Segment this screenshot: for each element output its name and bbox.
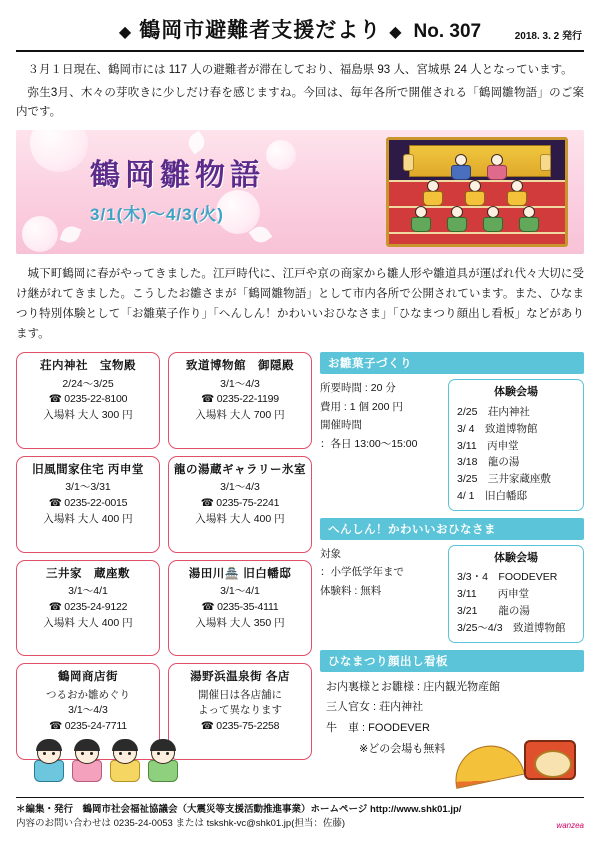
venue-period: 3/1〜4/1 [68,585,108,597]
venue-period: 2/24〜3/25 [62,377,114,390]
activity-venue-line: 3/ 4 致道博物館 [457,422,538,435]
activity-detail-line: 開催時間 [320,419,362,432]
signboard-line: お内裏様とお雛様 : 庄内観光物産館 [326,680,501,693]
venue-name: 湯田川🏯 旧白幡邸 [188,567,292,580]
venue-name: 龍の湯蔵ギャラリー氷室 [174,464,306,477]
footer-signature: wanzea [556,820,584,830]
venue-name: 湯野浜温泉街 各店 [190,671,290,684]
page-footer [16,797,584,832]
court-lady-doll-icon [423,180,443,206]
hina-dolls-illustration [386,137,568,247]
musician-doll-icon [447,206,467,232]
activity-detail-line: 費用 : 1 個 200 円 [320,400,403,413]
activity-title: ひなまつり顔出し看板 [320,650,584,672]
signboard-line: 三人官女 : 荘内神社 [326,701,424,714]
intro-section [16,61,584,122]
activity-venue-title: 体験会場 [494,386,538,399]
court-lady-doll-icon [507,180,527,206]
lantern-icon [540,154,551,171]
sakura-decoration-icon [22,216,58,252]
activity-venue-box [448,545,584,643]
intro-paragraph-2: 弥生3月、木々の芽吹きに少しだけ春を感じますね。今回は、毎年各所で開催される「鶴岡雛物語」のご案内です。 [16,86,584,118]
fan-icon [449,739,525,789]
intro-paragraph-1: ３月１日現在、鶴岡市には 117 人の避難者が滞在しており、福島県 93 人、宮城県 24 人となっています。 [27,64,573,76]
body-section [16,264,584,345]
sakura-decoration-icon [30,130,88,172]
page-title: 鶴岡市避難者支援だより [139,18,382,42]
activity-block-henshin [320,518,584,643]
venue-name: 荘内神社 宝物殿 [40,360,136,373]
footer-line-2: 内容のお問い合わせは 0235-24-0053 または tskshk-vc@shk01.jp(担当：佐藤) [16,818,346,830]
activity-title: へんしん！かわいいおひなさま [320,518,584,540]
venue-card[interactable] [16,352,160,449]
activity-venue-box [448,379,584,510]
activity-details [320,545,442,643]
venue-period: 3/1〜4/3 [220,377,260,390]
issue-number: No. 307 [413,21,482,42]
drum-icon [524,740,576,780]
page-header [16,14,584,52]
musician-doll-icon [411,206,431,232]
byobu-screen-icon [409,145,551,177]
activity-venue-line: 2/25 荘内神社 [457,406,530,418]
body-paragraph: 城下町鶴岡に春がやってきました。江戸時代に、江戸や京の商家から雛人形や雛道具が運ばれ代々大切に受け継がれてきました。こうしたお雛さまが「鶴岡雛物語」として市内各所で公開されています。また、ひなまつり特別体験として「お雛菓子作り」「へんしん！かわいいおひなさま」「ひなまつり顔出し看板」などがあります。 [16,267,584,341]
venue-card[interactable] [16,560,160,657]
activity-detail-line: 対象 [320,547,341,560]
emperor-doll-icon [451,154,471,180]
venue-card[interactable] [168,456,312,553]
child-doll-icon [146,738,180,782]
venue-fee: 入場料 大人 400 円 [43,616,133,629]
venue-period: 3/1〜4/3 [220,481,260,494]
court-lady-doll-icon [465,180,485,206]
activity-detail-line: 所要時間 : 20 分 [320,382,396,395]
diamond-right-icon: ◆ [389,24,402,41]
venue-name: 旧風間家住宅 丙申堂 [32,464,144,477]
venue-period: つるおか雛めぐり [46,688,130,701]
activity-venue-line: 3/21 龍の湯 [457,604,530,617]
venue-fee: 入場料 大人 400 円 [43,512,133,525]
venue-period: 3/1〜3/31 [65,481,111,494]
activity-detail-line: ：各日 13:00〜15:00 [320,437,418,450]
signboard-line: ※どの会場も無料 [326,743,446,756]
venue-period: 3/1〜4/1 [220,585,260,597]
footer-line-1: ＊編集・発行 鶴岡市社会福祉協議会（大震災等支援活動推進事業）ホームページ http://www.shk01.jp/ [16,803,462,815]
venue-fee: 入場料 大人 350 円 [195,616,285,629]
activity-detail-line: 体験料 : 無料 [320,584,382,597]
stage-riser [389,236,565,247]
signboard-line: 牛 車 : FOODEVER [326,722,430,735]
content-columns [16,352,584,760]
activity-venue-line: 3/11 丙申堂 [457,588,530,601]
petal-icon [60,224,82,246]
venue-tel: ☎ 0235-24-7711 [49,720,127,733]
venue-card[interactable] [168,560,312,657]
venue-tel: ☎ 0235-24-9122 [48,600,128,613]
venue-card[interactable] [168,352,312,449]
activity-venue-line: 3/18 龍の湯 [457,456,520,469]
activity-block-okashi [320,352,584,510]
bottom-decoration [16,726,584,782]
activity-blocks [320,352,584,760]
activity-venue-line: 3/25〜4/3 致道博物館 [457,621,566,634]
venue-note: よって異なります [198,704,282,717]
activity-venue-line: 4/ 1 旧白幡邸 [457,489,528,502]
activity-title: お雛菓子づくり [320,352,584,374]
sakura-decoration-icon [266,140,296,170]
child-doll-icon [70,738,104,782]
venue-fee: 入場料 大人 400 円 [195,512,285,525]
venue-dates: 3/1〜4/3 [68,704,108,717]
child-doll-icon [108,738,142,782]
venue-tel: ☎ 0235-75-2241 [200,497,280,510]
venue-name: 鶴岡商店街 [58,671,118,684]
venue-period: 開催日は各店舗に [198,688,282,701]
activity-details [320,379,442,510]
venue-name: 三井家 蔵座敷 [46,567,130,580]
activity-venue-title: 体験会場 [494,551,538,564]
activity-venue-line: 3/25 三井家蔵座敷 [457,473,551,486]
venue-name: 致道博物館 御隠殿 [186,360,294,373]
musician-doll-icon [519,206,539,232]
venue-tel: ☎ 0235-35-4111 [201,600,279,613]
hero-title: 鶴岡雛物語 [90,157,265,193]
musician-doll-icon [483,206,503,232]
diamond-left-icon: ◆ [118,24,132,41]
empress-doll-icon [487,154,507,180]
lantern-icon [403,154,414,171]
venue-tel: ☎ 0235-75-2258 [200,720,280,733]
venue-tel: ☎ 0235-22-8100 [48,393,128,406]
venue-fee: 入場料 大人 300 円 [43,409,133,422]
venue-tel: ☎ 0235-22-1199 [201,393,279,406]
child-doll-icon [32,738,66,782]
activity-venue-line: 3/3・4 FOODEVER [457,571,558,584]
activity-detail-line: ：小学低学年まで [320,566,404,579]
activity-venue-line: 3/11 丙申堂 [457,439,519,452]
publish-date: 2018. 3. 2 発行 [514,31,582,42]
venue-tel: ☎ 0235-22-0015 [48,497,128,510]
venue-fee: 入場料 大人 700 円 [195,409,285,422]
hero-banner [16,130,584,254]
hero-dates: 3/1(木)〜4/3(火) [90,204,224,224]
venue-card-list [16,352,312,760]
venue-card[interactable] [16,456,160,553]
